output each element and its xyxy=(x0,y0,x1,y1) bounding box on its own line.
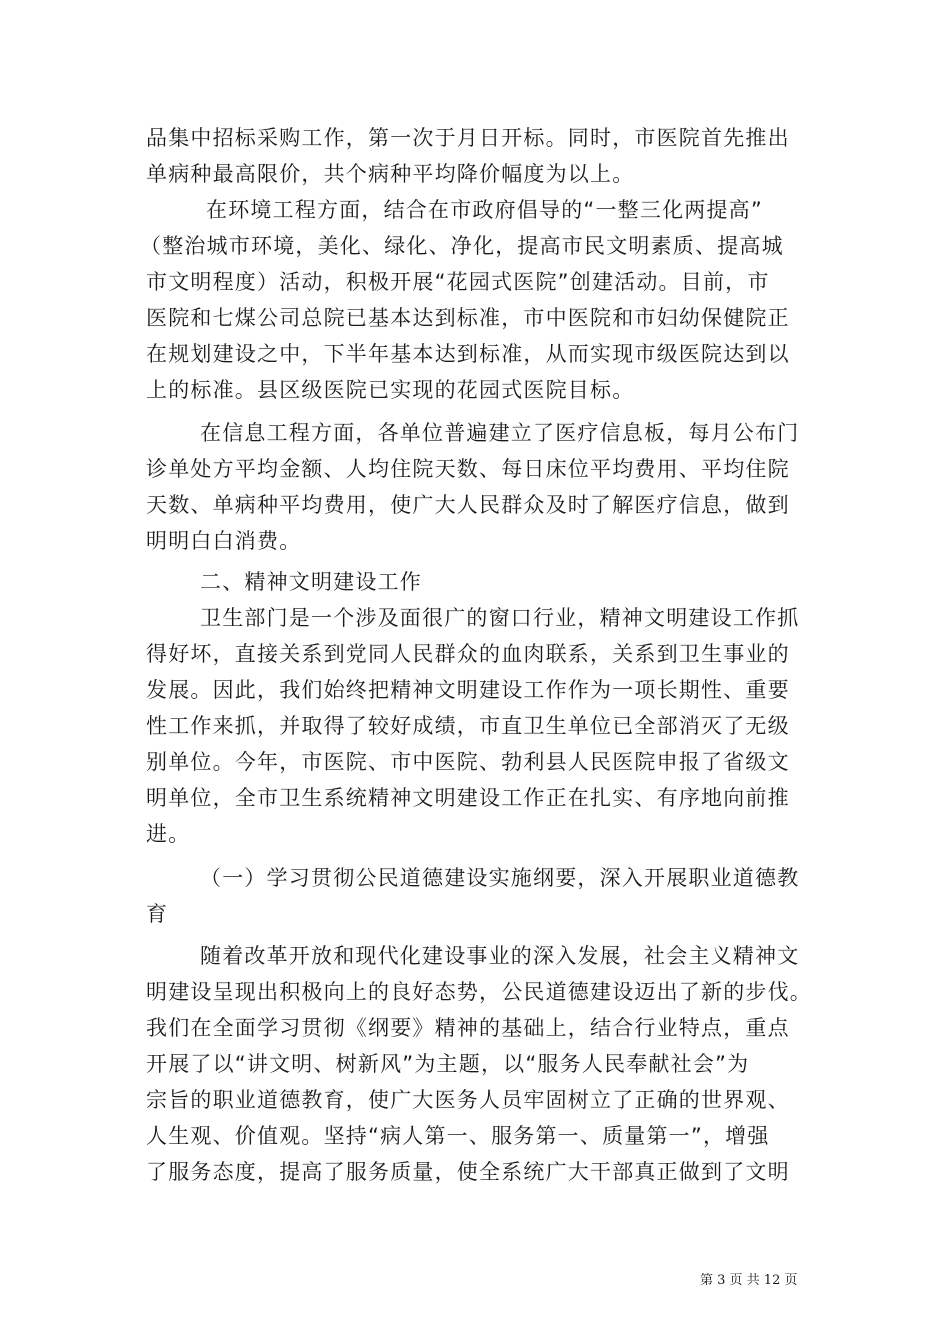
section-heading: 二、精神文明建设工作 xyxy=(200,570,422,594)
text-line: 性工作来抓，并取得了较好成绩，市直卫生单位已全部消灭了无级 xyxy=(146,714,790,738)
text-line: 别单位。今年，市医院、市中医院、勃利县人民医院申报了省级文 xyxy=(146,750,790,774)
text-line: 随着改革开放和现代化建设事业的深入发展，社会主义精神文 xyxy=(200,944,800,968)
text-line: 开展了以“讲文明、树新风”为主题，以“服务人民奉献社会”为 xyxy=(146,1052,750,1076)
subsection-heading: 育 xyxy=(146,902,169,926)
text-line: 在规划建设之中，下半年基本达到标准，从而实现市级医院达到以 xyxy=(146,342,790,366)
text-line: 市文明程度）活动，积极开展“花园式医院”创建活动。目前，市 xyxy=(146,270,770,294)
text-line: 明建设呈现出积极向上的良好态势，公民道德建设迈出了新的步伐。 xyxy=(146,980,812,1004)
text-line: 进。 xyxy=(146,822,191,846)
text-line: 上的标准。县区级医院已实现的花园式医院目标。 xyxy=(146,378,635,402)
text-line: 天数、单病种平均费用，使广大人民群众及时了解医疗信息，做到 xyxy=(146,493,790,517)
text-line: 我们在全面学习贯彻《纲要》精神的基础上，结合行业特点，重点 xyxy=(146,1016,790,1040)
text-line: 单病种最高限价，共个病种平均降价幅度为以上。 xyxy=(146,162,635,186)
text-line: 品集中招标采购工作，第一次于月日开标。同时，市医院首先推出 xyxy=(146,126,790,150)
text-line: 在信息工程方面，各单位普遍建立了医疗信息板，每月公布门 xyxy=(200,421,800,445)
text-line: 医院和七煤公司总院已基本达到标准，市中医院和市妇幼保健院正 xyxy=(146,306,790,330)
text-line: 发展。因此，我们始终把精神文明建设工作作为一项长期性、重要 xyxy=(146,678,790,702)
page-number: 第 3 页 共 12 页 xyxy=(700,1273,798,1288)
text-line: 了服务态度，提高了服务质量，使全系统广大干部真正做到了文明 xyxy=(146,1160,790,1184)
subsection-heading: （一）学习贯彻公民道德建设实施纲要，深入开展职业道德教 xyxy=(200,866,800,890)
text-line: 卫生部门是一个涉及面很广的窗口行业，精神文明建设工作抓 xyxy=(200,606,800,630)
text-line: 人生观、价值观。坚持“病人第一、服务第一、质量第一”，增强 xyxy=(146,1124,770,1148)
text-line: 诊单处方平均金额、人均住院天数、每日床位平均费用、平均住院 xyxy=(146,457,790,481)
text-line: （整治城市环境，美化、绿化、净化，提高市民文明素质、提高城 xyxy=(140,234,784,258)
text-line: 得好坏，直接关系到党同人民群众的血肉联系，关系到卫生事业的 xyxy=(146,642,790,666)
text-line: 宗旨的职业道德教育，使广大医务人员牢固树立了正确的世界观、 xyxy=(146,1088,790,1112)
text-line: 明明白白消费。 xyxy=(146,529,302,553)
text-line: 在环境工程方面，结合在市政府倡导的“一整三化两提高” xyxy=(206,198,763,222)
text-line: 明单位，全市卫生系统精神文明建设工作正在扎实、有序地向前推 xyxy=(146,786,790,810)
